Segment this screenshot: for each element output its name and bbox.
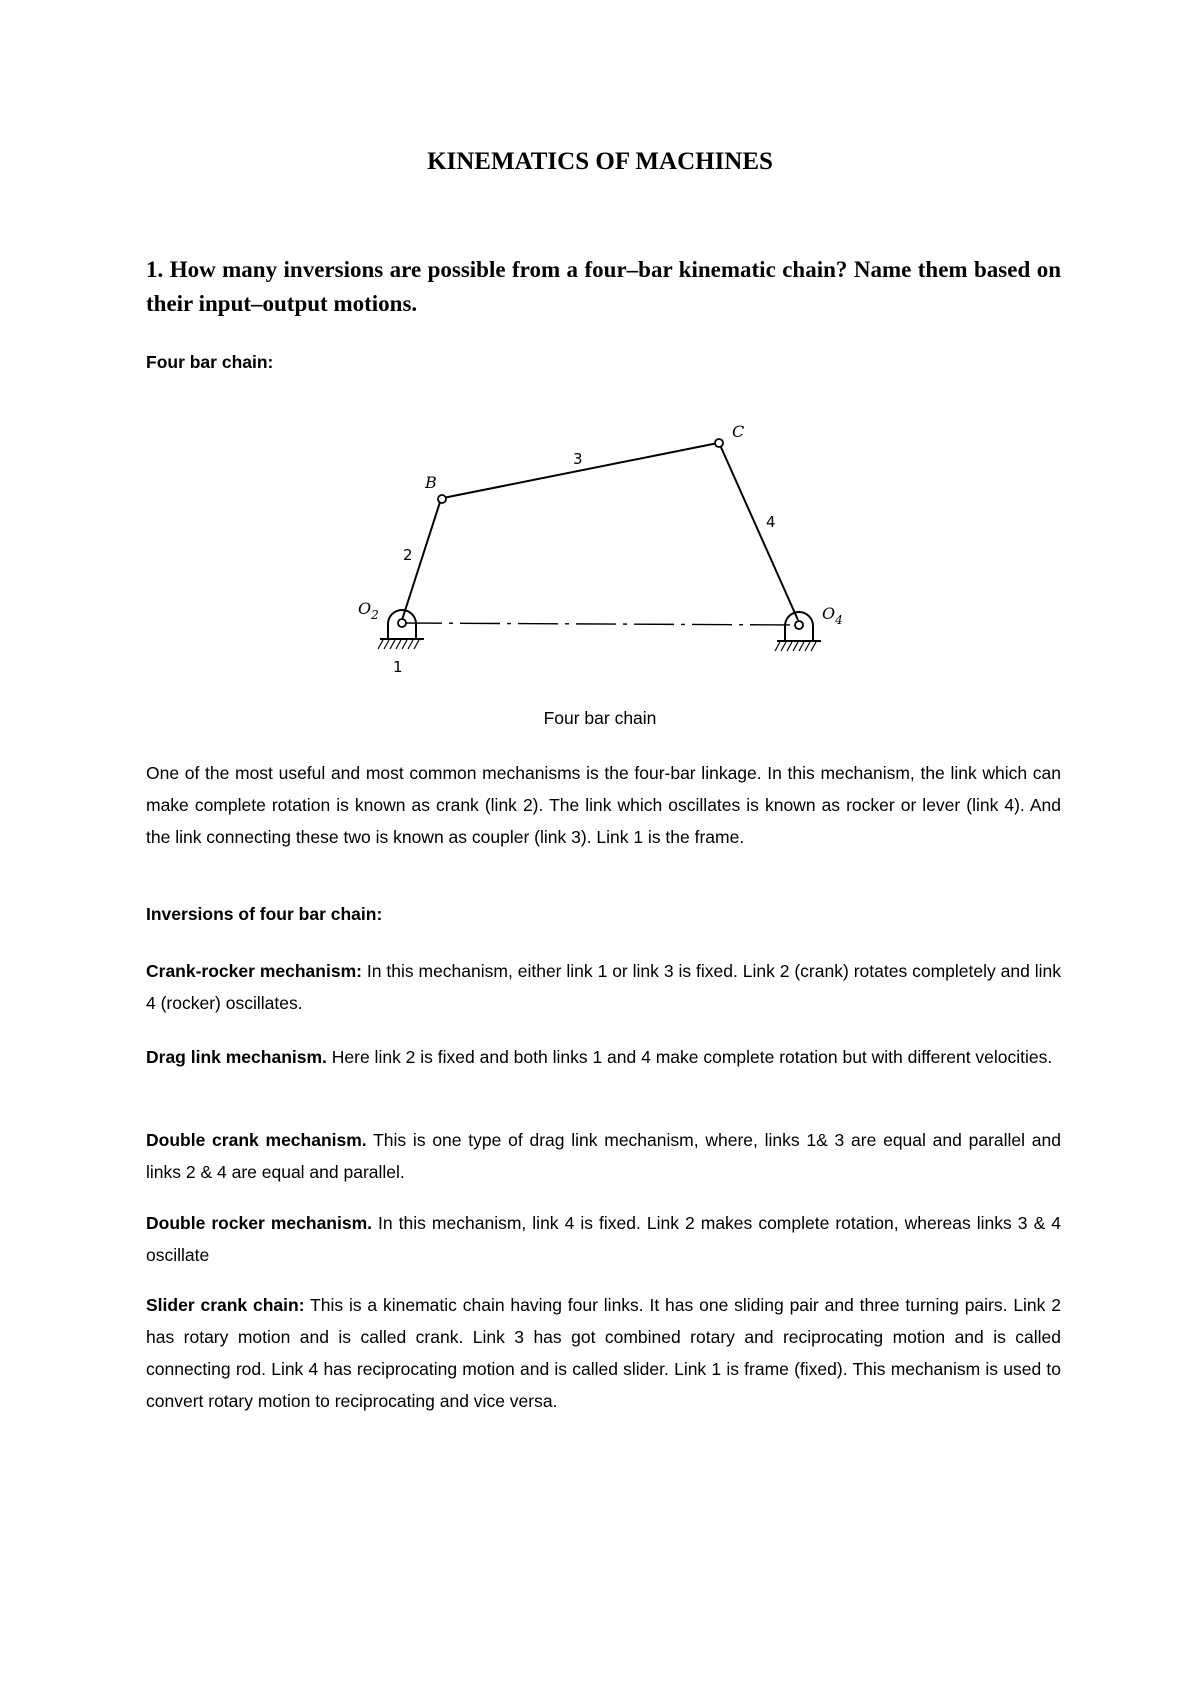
inversion-slider-crank xyxy=(146,1289,1061,1417)
label-o2-sub: 2 xyxy=(371,608,379,622)
label-link-2: 2 xyxy=(403,546,413,564)
inversion-text: This is one type of drag link mechanism, where, links 1& 3 are equal and parallel and links 2 & 4 are equal and parallel. xyxy=(146,1130,1061,1182)
inversion-term: Crank-rocker mechanism: xyxy=(146,961,362,981)
inversion-term: Double crank mechanism. xyxy=(146,1130,367,1150)
frame-center-line xyxy=(402,623,800,625)
label-b: B xyxy=(425,473,437,492)
inversion-term: Drag link mechanism. xyxy=(146,1047,327,1067)
inversion-double-crank xyxy=(146,1124,1061,1188)
four-bar-heading: Four bar chain: xyxy=(146,352,274,372)
label-o2 xyxy=(358,599,379,622)
question-text: 1. How many inversions are possible from a four–bar kinematic chain? Name them based on their input–output motions. xyxy=(146,257,1061,316)
joint-c xyxy=(715,439,723,447)
label-link-4: 4 xyxy=(766,513,776,531)
inversion-text: In this mechanism, either link 1 or link 3 is fixed. Link 2 (crank) rotates completely and link 4 (rocker) oscillates. xyxy=(146,961,1062,1013)
inversion-text: Here link 2 is fixed and both links 1 and 4 make complete rotation but with different velocities. xyxy=(326,1047,1053,1067)
inversion-text: In this mechanism, link 4 is fixed. Link 2 makes complete rotation, whereas links 3 & 4 oscillate xyxy=(146,1213,1062,1265)
inversion-text: This is a kinematic chain having four links. It has one sliding pair and three turning pairs. Link 2 has rotary motion and is called crank. Link 3 has got combined rotary and reciprocating motion and is called connecting rod. Link 4 has reciprocating motion and is called slider. Link 1 is frame (fixed). This mechanism is used to convert rotary motion to reciprocating and vice versa. xyxy=(146,1295,1061,1411)
label-link-3: 3 xyxy=(573,450,583,468)
joint-b xyxy=(438,495,446,503)
page-title: KINEMATICS OF MACHINES xyxy=(427,148,773,175)
label-o4 xyxy=(822,604,843,627)
label-o4-main: O xyxy=(822,604,836,623)
inversion-crank-rocker xyxy=(146,955,1061,1019)
label-link-1: 1 xyxy=(393,658,403,676)
inversion-drag-link xyxy=(146,1041,1061,1073)
intro-paragraph: One of the most useful and most common mechanisms is the four-bar linkage. In this mechanism, the link which can make complete rotation is known as crank (link 2). The link which oscillates is known as rocker or lever (link 4). And the link connecting these two is known as coupler (link 3). Link 1 is the frame. xyxy=(146,763,1061,847)
inversions-heading: Inversions of four bar chain: xyxy=(146,904,383,924)
inversion-double-rocker xyxy=(146,1207,1061,1271)
label-o4-sub: 4 xyxy=(835,613,843,627)
inversion-term: Slider crank chain: xyxy=(146,1295,305,1315)
link-4 xyxy=(720,445,798,620)
label-c: C xyxy=(732,422,745,441)
label-o2-main: O xyxy=(358,599,372,618)
ground-support-o2 xyxy=(378,610,424,649)
figure-caption: Four bar chain xyxy=(543,708,657,728)
inversion-term: Double rocker mechanism. xyxy=(146,1213,373,1233)
